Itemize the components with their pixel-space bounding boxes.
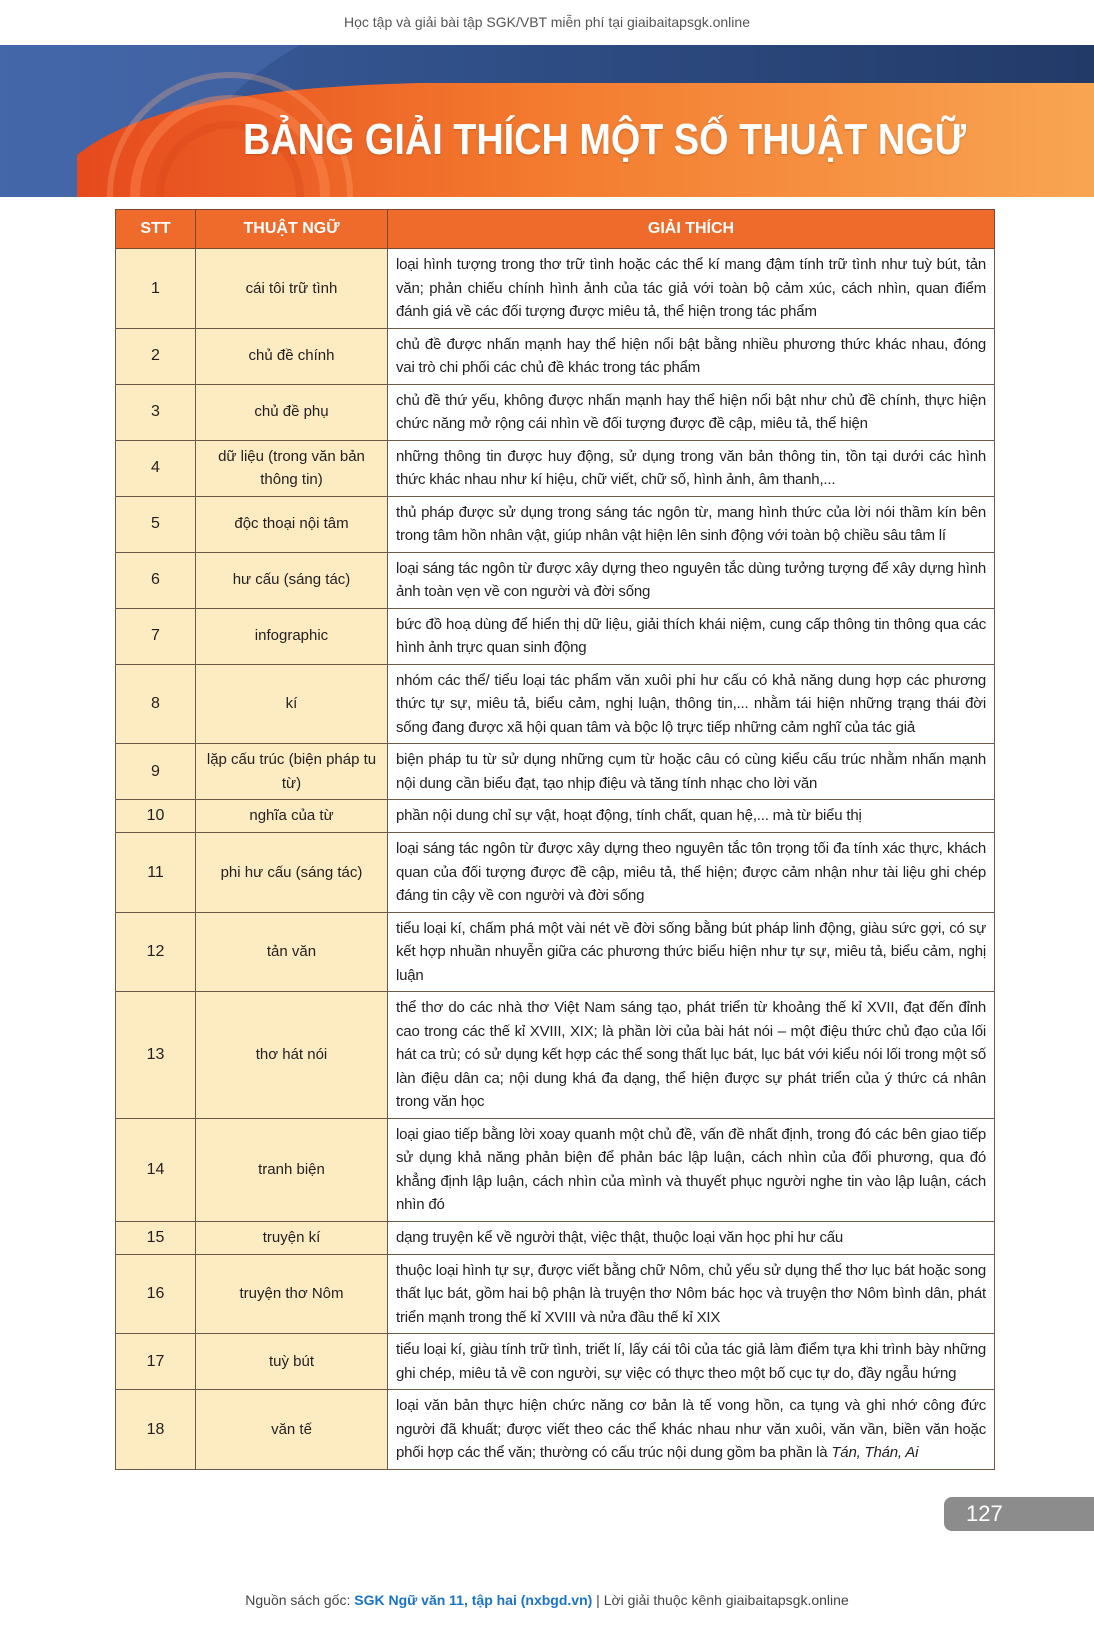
header-definition: GIẢI THÍCH	[388, 210, 995, 249]
header-term: THUẬT NGỮ	[196, 210, 388, 249]
table-row	[116, 608, 995, 664]
row-stt: 3	[116, 384, 196, 440]
glossary-table	[115, 209, 995, 1470]
row-definition	[388, 744, 995, 800]
row-definition	[388, 1118, 995, 1221]
row-definition	[388, 440, 995, 496]
table-row	[116, 992, 995, 1119]
table-header-row	[116, 210, 995, 249]
row-term: truyện kí	[196, 1221, 388, 1254]
table-row	[116, 800, 995, 833]
table-row	[116, 1221, 995, 1254]
row-definition	[388, 384, 995, 440]
footer-prefix: Nguồn sách gốc:	[245, 1592, 355, 1608]
row-definition	[388, 833, 995, 913]
header-stt: STT	[116, 210, 196, 249]
row-stt: 1	[116, 249, 196, 329]
definition-italic-text: Tán, Thán, Ai	[831, 1444, 919, 1461]
table-row	[116, 912, 995, 992]
row-stt: 7	[116, 608, 196, 664]
row-term: độc thoại nội tâm	[196, 496, 388, 552]
row-term: dữ liệu (trong văn bản thông tin)	[196, 440, 388, 496]
row-definition	[388, 1221, 995, 1254]
definition-text: những thông tin được huy động, sử dụng trong văn bản thông tin, tồn tại dưới các hình thức khác nhau như kí hiệu, chữ viết, chữ số, hình ảnh, âm thanh,...	[396, 447, 986, 488]
table-row	[116, 833, 995, 913]
page-number: 127	[944, 1497, 1094, 1531]
definition-text: loại hình tượng trong thơ trữ tình hoặc các thể kí mang đậm tính trữ tình như tuỳ bút, tản văn; phản chiếu chính hình ảnh của tác giả với toàn bộ cảm xúc, cách nhìn, quan điểm đánh giá về các đối tượng được miêu tả, thể hiện trong tác phẩm	[396, 256, 986, 320]
row-term: hư cấu (sáng tác)	[196, 552, 388, 608]
table-row	[116, 744, 995, 800]
page-title: BẢNG GIẢI THÍCH MỘT SỐ THUẬT NGỮ	[243, 115, 966, 164]
row-stt: 4	[116, 440, 196, 496]
row-term: thơ hát nói	[196, 992, 388, 1119]
definition-text: tiểu loại kí, chấm phá một vài nét về đời sống bằng bút pháp linh động, giàu sức gợi, có sự kết hợp nhuần nhuyễn giữa các phương thức biểu hiện như tự sự, miêu tả, biểu cảm, nghị luận	[396, 919, 986, 984]
row-term: lặp cấu trúc (biện pháp tu từ)	[196, 744, 388, 800]
definition-text: thuộc loại hình tự sự, được viết bằng chữ Nôm, chủ yếu sử dụng thể thơ lục bát hoặc song thất lục bát, gồm hai bộ phận là truyện thơ Nôm bác học và truyện thơ Nôm bình dân, phát triển mạnh trong thế kỉ XVIII và nửa đầu thế kỉ XIX	[396, 1261, 986, 1326]
table-body	[116, 249, 995, 1470]
row-definition	[388, 552, 995, 608]
row-definition	[388, 912, 995, 992]
table-row	[116, 1334, 995, 1390]
row-stt: 13	[116, 992, 196, 1119]
row-definition	[388, 328, 995, 384]
definition-text: thể thơ do các nhà thơ Việt Nam sáng tạo, phát triển từ khoảng thế kỉ XVII, đạt đến đỉnh cao trong các thế kỉ XVIII, XIX; là phần lời của bài hát nói – một điệu thức chủ đạo của lối hát ca trù; có sử dụng kết hợp các thể song thất lục bát, lục bát với kiểu nói lối trong một số làn điệu dân ca; nội dung khá đa dạng, thể hiện được sự phát triển của ý thức cá nhân trong văn học	[396, 999, 986, 1110]
row-definition	[388, 496, 995, 552]
definition-text: thủ pháp được sử dụng trong sáng tác ngôn từ, mang hình thức của lời nói thầm kín bên trong tâm hồn nhân vật, giúp nhân vật hiện lên sinh động với toàn bộ chiều sâu tâm lí	[396, 503, 986, 544]
row-stt: 14	[116, 1118, 196, 1221]
table-row	[116, 496, 995, 552]
definition-text: bức đồ hoạ dùng để hiển thị dữ liệu, giải thích khái niệm, cung cấp thông tin thông qua các hình ảnh trực quan sinh động	[396, 615, 986, 656]
row-definition	[388, 249, 995, 329]
definition-text: phần nội dung chỉ sự vật, hoạt động, tính chất, quan hệ,... mà từ biểu thị	[396, 807, 862, 825]
definition-text: biện pháp tu từ sử dụng những cụm từ hoặc câu có cùng kiểu cấu trúc nhằm nhấn mạnh nội dung cần biểu đạt, tạo nhịp điệu và tăng tính nhạc cho lời văn	[396, 751, 986, 792]
row-term: chủ đề chính	[196, 328, 388, 384]
definition-text: loại sáng tác ngôn từ được xây dựng theo nguyên tắc tôn trọng tối đa tính xác thực, khách quan của đối tượng được đề cập, miêu tả, thể hiện; được cảm nhận như tài liệu ghi chép đáng tin cậy về con người và đời sống	[396, 840, 986, 904]
row-definition	[388, 608, 995, 664]
row-definition	[388, 664, 995, 744]
row-term: kí	[196, 664, 388, 744]
definition-text: chủ đề được nhấn mạnh hay thể hiện nổi bật bằng nhiều phương thức khác nhau, đóng vai trò chi phối các chủ đề khác trong tác phẩm	[396, 335, 986, 376]
definition-text: nhóm các thể/ tiểu loại tác phẩm văn xuôi phi hư cấu có khả năng dung hợp các phương thức tự sự, miêu tả, biểu cảm, nghị luận, thông tin,... nhằm tái hiện những trạng thái đời sống đang được xã hội quan tâm và bộc lộ trực tiếp những cảm nghĩ của tác giả	[396, 671, 986, 736]
row-definition	[388, 1334, 995, 1390]
header-note: Học tập và giải bài tập SGK/VBT miễn phí tại giaibaitapsgk.online	[344, 14, 750, 30]
table-row	[116, 1254, 995, 1334]
row-term: phi hư cấu (sáng tác)	[196, 833, 388, 913]
row-stt: 15	[116, 1221, 196, 1254]
table-row	[116, 384, 995, 440]
definition-text: loại văn bản thực hiện chức năng cơ bản là tế vong hồn, ca tụng và ghi nhớ công đức người đã khuất; được viết theo các thể khác nhau như văn xuôi, văn vần, biền văn hoặc phối hợp các thể văn; thường có cấu trúc nội dung gồm ba phần là	[396, 1397, 986, 1461]
definition-text: chủ đề thứ yếu, không được nhấn mạnh hay thể hiện nổi bật như chủ đề chính, thực hiện chức năng mở rộng cái nhìn về đối tượng được đề cập, miêu tả, thể hiện	[396, 391, 986, 432]
table-row	[116, 328, 995, 384]
definition-text: loại giao tiếp bằng lời xoay quanh một chủ đề, vấn đề nhất định, trong đó các bên giao tiếp sử dụng khả năng phản biện để phản bác lập luận, cách nhìn của đối phương, qua đó khẳng định lập luận, cách nhìn của mình và thuyết phục người nghe tin vào lập luận, cách nhìn đó	[396, 1125, 986, 1213]
row-stt: 16	[116, 1254, 196, 1334]
row-stt: 18	[116, 1390, 196, 1470]
row-term: infographic	[196, 608, 388, 664]
row-stt: 9	[116, 744, 196, 800]
row-stt: 2	[116, 328, 196, 384]
table-row	[116, 1390, 995, 1470]
row-stt: 8	[116, 664, 196, 744]
row-stt: 5	[116, 496, 196, 552]
row-term: truyện thơ Nôm	[196, 1254, 388, 1334]
footer	[0, 1592, 1094, 1608]
row-definition	[388, 1254, 995, 1334]
table-row	[116, 249, 995, 329]
row-stt: 17	[116, 1334, 196, 1390]
table-row	[116, 552, 995, 608]
row-definition	[388, 1390, 995, 1470]
table-row	[116, 440, 995, 496]
footer-source-link[interactable]: SGK Ngữ văn 11, tập hai (nxbgd.vn)	[354, 1592, 593, 1608]
row-term: cái tôi trữ tình	[196, 249, 388, 329]
definition-text: loại sáng tác ngôn từ được xây dựng theo nguyên tắc dùng tưởng tượng để xây dựng hình ảnh toàn vẹn về con người và đời sống	[396, 559, 986, 600]
row-term: tuỳ bút	[196, 1334, 388, 1390]
row-definition	[388, 800, 995, 833]
row-stt: 10	[116, 800, 196, 833]
footer-suffix: | Lời giải thuộc kênh giaibaitapsgk.online	[592, 1592, 849, 1608]
glossary-table-wrapper	[115, 209, 994, 1470]
row-definition	[388, 992, 995, 1119]
row-stt: 6	[116, 552, 196, 608]
row-stt: 11	[116, 833, 196, 913]
row-term: tản văn	[196, 912, 388, 992]
row-stt: 12	[116, 912, 196, 992]
row-term: văn tế	[196, 1390, 388, 1470]
table-row	[116, 664, 995, 744]
definition-text: dạng truyện kể về người thật, việc thật, thuộc loại văn học phi hư cấu	[396, 1228, 844, 1246]
row-term: nghĩa của từ	[196, 800, 388, 833]
table-row	[116, 1118, 995, 1221]
row-term: tranh biện	[196, 1118, 388, 1221]
row-term: chủ đề phụ	[196, 384, 388, 440]
definition-text: tiểu loại kí, giàu tính trữ tình, triết lí, lấy cái tôi của tác giả làm điểm tựa khi trình bày những ghi chép, miêu tả về con người, sự việc có thực theo một bố cục tự do, đầy ngẫu hứng	[396, 1341, 986, 1382]
